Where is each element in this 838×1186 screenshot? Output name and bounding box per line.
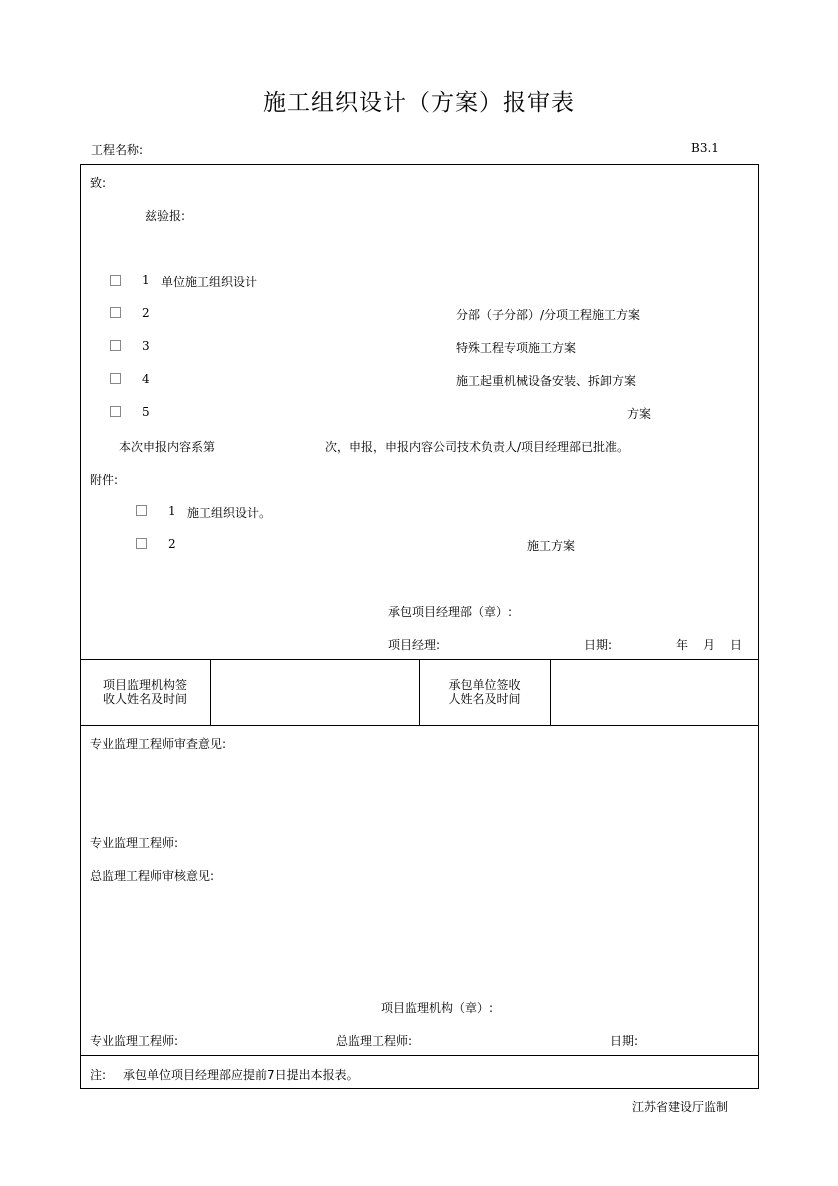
project-name-label: 工程名称:	[91, 143, 144, 157]
specialist-engineer-label: 专业监理工程师:	[90, 836, 179, 850]
date-label: 日期:	[584, 638, 613, 652]
chief-engineer-label: 总监理工程师:	[336, 1034, 413, 1048]
attachment-1-number: 1	[168, 504, 176, 518]
supervision-org-label: 项目监理机构（章）:	[381, 1001, 494, 1015]
supervisor-sign-label-line1: 项目监理机构签	[102, 678, 187, 692]
item-4-checkbox[interactable]	[110, 373, 121, 384]
attachment-1-label: 施工组织设计。	[187, 506, 272, 520]
attachment-2-number: 2	[168, 537, 176, 551]
contractor-sign-label-line2: 人姓名及时间	[448, 692, 521, 706]
chief-review-label: 总监理工程师审核意见:	[90, 869, 215, 883]
page-title: 施工组织设计（方案）报审表	[263, 90, 575, 116]
contractor-sign-field[interactable]	[551, 660, 758, 725]
item-4-label: 施工起重机械设备安装、拆卸方案	[456, 374, 637, 388]
item-2-number: 2	[142, 306, 150, 320]
form-border	[80, 164, 759, 1089]
item-2-label: 分部（子分部）/分项工程施工方案	[456, 308, 641, 322]
item-3-number: 3	[142, 339, 150, 353]
attachment-2-label: 施工方案	[527, 539, 576, 553]
bottom-specialist-engineer-label: 专业监理工程师:	[90, 1034, 179, 1048]
declaration-suffix: 次，申报，申报内容公司技术负责人/项目经理部已批准。	[325, 440, 630, 454]
attachment-1-checkbox[interactable]	[136, 505, 147, 516]
item-4-number: 4	[142, 372, 150, 386]
declaration-prefix: 本次申报内容系第	[119, 440, 216, 454]
item-1-label: 单位施工组织设计	[161, 275, 258, 289]
item-2-checkbox[interactable]	[110, 307, 121, 318]
divider-note	[80, 1055, 759, 1056]
month-label: 月	[703, 638, 716, 652]
to-label: 致:	[90, 176, 107, 190]
item-5-number: 5	[142, 405, 150, 419]
review-date-label: 日期:	[610, 1034, 639, 1048]
attachment-2-checkbox[interactable]	[136, 538, 147, 549]
item-1-number: 1	[142, 273, 150, 287]
item-3-label: 特殊工程专项施工方案	[456, 341, 577, 355]
item-1-checkbox[interactable]	[110, 275, 121, 286]
supervisor-sign-label	[80, 678, 210, 706]
item-5-checkbox[interactable]	[110, 406, 121, 417]
note-text: 承包单位项目经理部应提前7日提出本报表。	[123, 1068, 359, 1082]
form-code: B3.1	[691, 141, 719, 155]
contractor-dept-label: 承包项目经理部（章）:	[388, 605, 513, 619]
contractor-sign-label	[419, 678, 550, 706]
supervisor-sign-label-line2: 收人姓名及时间	[102, 692, 187, 706]
item-5-label: 方案	[627, 407, 652, 421]
supervisor-sign-field[interactable]	[211, 660, 419, 725]
day-label: 日	[730, 638, 743, 652]
contractor-sign-label-line1: 承包单位签收	[448, 678, 521, 692]
project-manager-label: 项目经理:	[388, 638, 441, 652]
year-label: 年	[676, 638, 689, 652]
attachments-label: 附件:	[90, 473, 119, 487]
note-label: 注:	[90, 1068, 107, 1082]
submit-label: 兹验报:	[145, 209, 186, 223]
item-3-checkbox[interactable]	[110, 340, 121, 351]
specialist-review-label: 专业监理工程师审查意见:	[90, 737, 227, 751]
footer-issuer: 江苏省建设厅监制	[632, 1100, 729, 1114]
